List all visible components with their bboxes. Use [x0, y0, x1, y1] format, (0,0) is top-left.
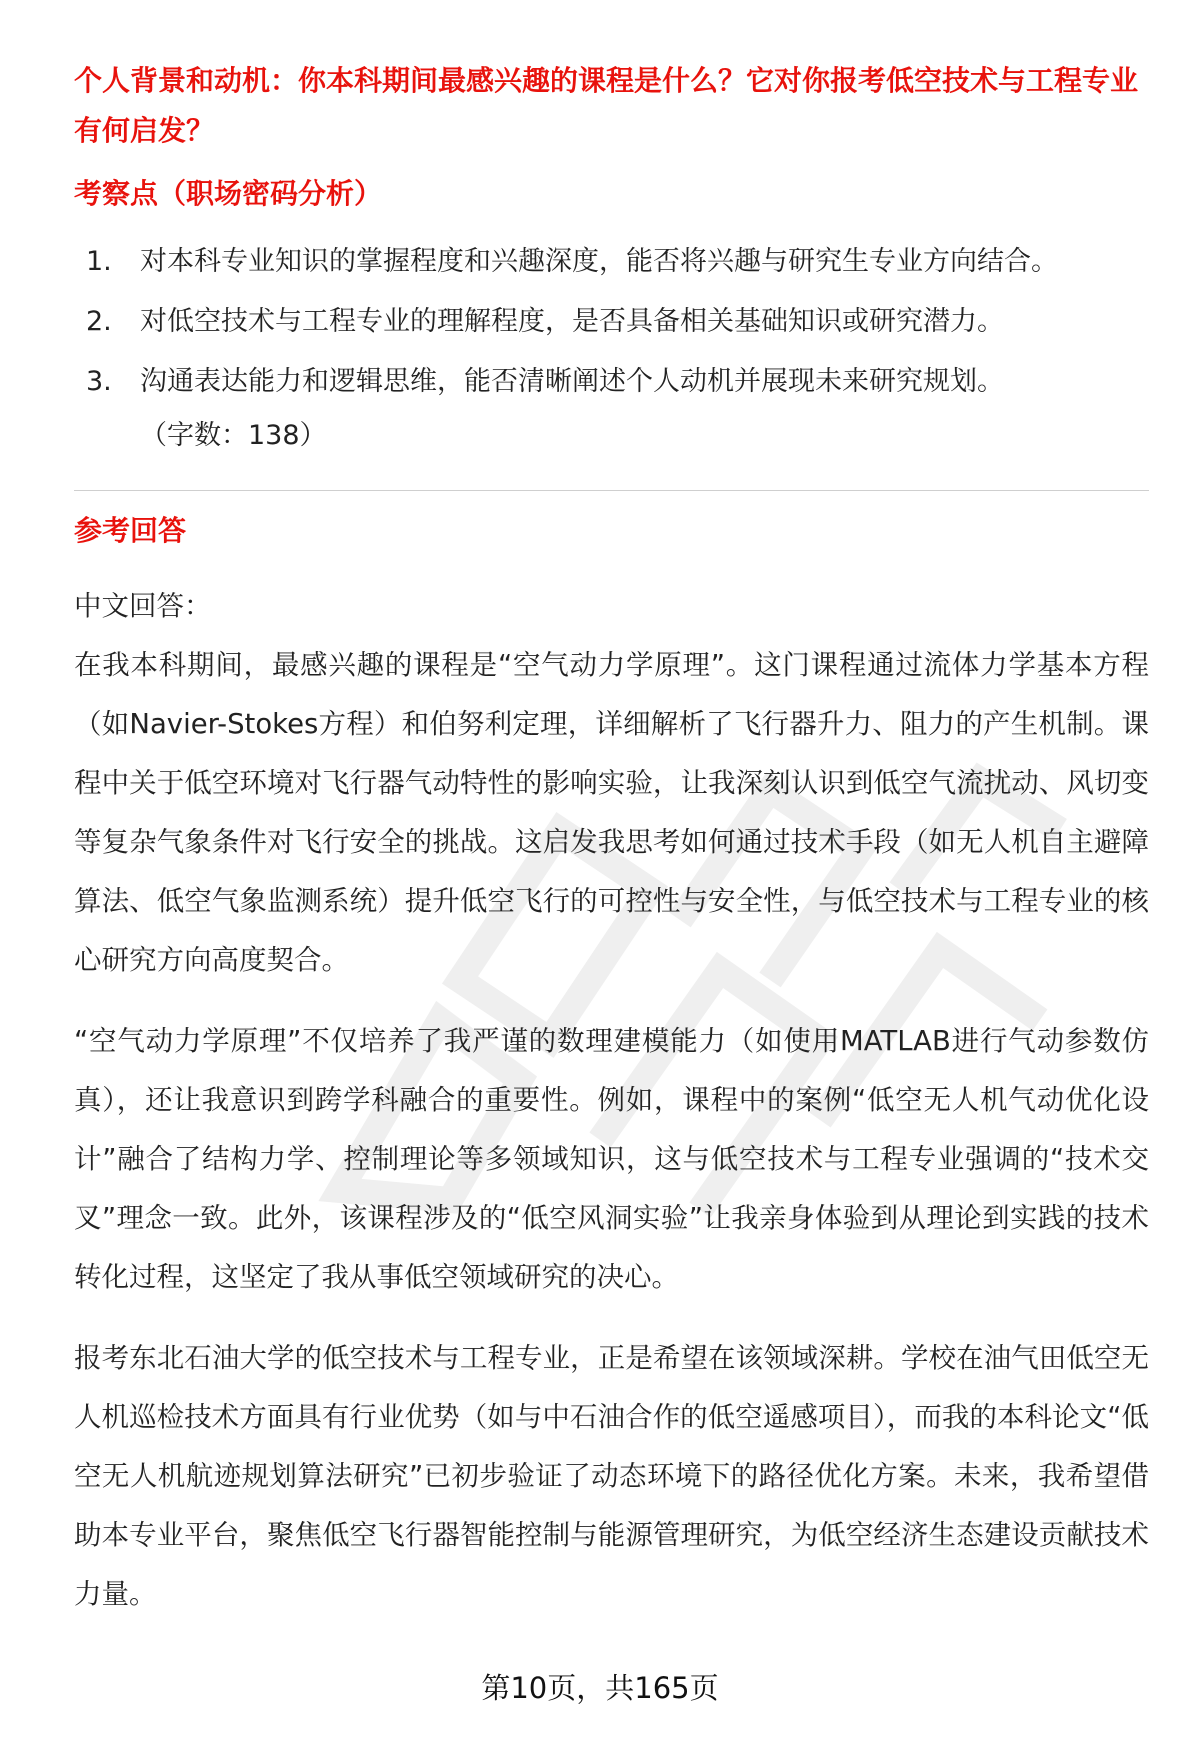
list-item: [74, 362, 1149, 402]
exam-points-title: 考察点（职场密码分析）: [74, 177, 383, 210]
answer-language-label: 中文回答：: [74, 590, 212, 622]
list-item-number: 1.: [86, 246, 112, 277]
page-number: 第10页，共165页: [481, 1671, 719, 1705]
content-area: [74, 56, 1149, 1624]
word-count: （字数：138）: [140, 420, 327, 451]
answer-paragraph-2: “空气动力学原理”不仅培养了我严谨的数理建模能力（如使用MATLAB进行气动参数仿真），还让我意识到跨学科融合的重要性。例如，课程中的案例“低空无人机气动优化设计”融合了结构力学、控制理论等多领域知识，这与低空技术与工程专业强调的“技术交叉”理念一致。此外，该课程涉及的“低空风洞实验”让我亲身体验到从理论到实践的技术转化过程，这坚定了我从事低空领域研究的决心。: [74, 1025, 1149, 1293]
list-item-number: 2.: [86, 306, 112, 337]
list-item-number: 3.: [86, 366, 112, 397]
exam-points-list: [74, 242, 1149, 402]
list-item-text: 沟通表达能力和逻辑思维，能否清晰阐述个人动机并展现未来研究规划。: [140, 366, 1004, 397]
list-item: [74, 242, 1149, 282]
reference-answer-title: 参考回答: [74, 514, 187, 547]
list-item: [74, 302, 1149, 342]
section-divider: [74, 490, 1149, 491]
list-item-text: 对低空技术与工程专业的理解程度，是否具备相关基础知识或研究潜力。: [140, 306, 1004, 337]
list-item-text: 对本科专业知识的掌握程度和兴趣深度，能否将兴趣与研究生专业方向结合。: [140, 246, 1058, 277]
answer-paragraph-1: 在我本科期间，最感兴趣的课程是“空气动力学原理”。这门课程通过流体力学基本方程（如Navier-Stokes方程）和伯努利定理，详细解析了飞行器升力、阻力的产生机制。课程中关于低空环境对飞行器气动特性的影响实验，让我深刻认识到低空气流扰动、风切变等复杂气象条件对飞行安全的挑战。这启发我思考如何通过技术手段（如无人机自主避障算法、低空气象监测系统）提升低空飞行的可控性与安全性，与低空技术与工程专业的核心研究方向高度契合。: [74, 649, 1149, 976]
interview-question: 个人背景和动机：你本科期间最感兴趣的课程是什么？它对你报考低空技术与工程专业有何启发？: [74, 64, 1139, 147]
answer-paragraph-3: 报考东北石油大学的低空技术与工程专业，正是希望在该领域深耕。学校在油气田低空无人机巡检技术方面具有行业优势（如与中石油合作的低空遥感项目），而我的本科论文“低空无人机航迹规划算法研究”已初步验证了动态环境下的路径优化方案。未来，我希望借助本专业平台，聚焦低空飞行器智能控制与能源管理研究，为低空经济生态建设贡献技术力量。: [74, 1342, 1149, 1610]
